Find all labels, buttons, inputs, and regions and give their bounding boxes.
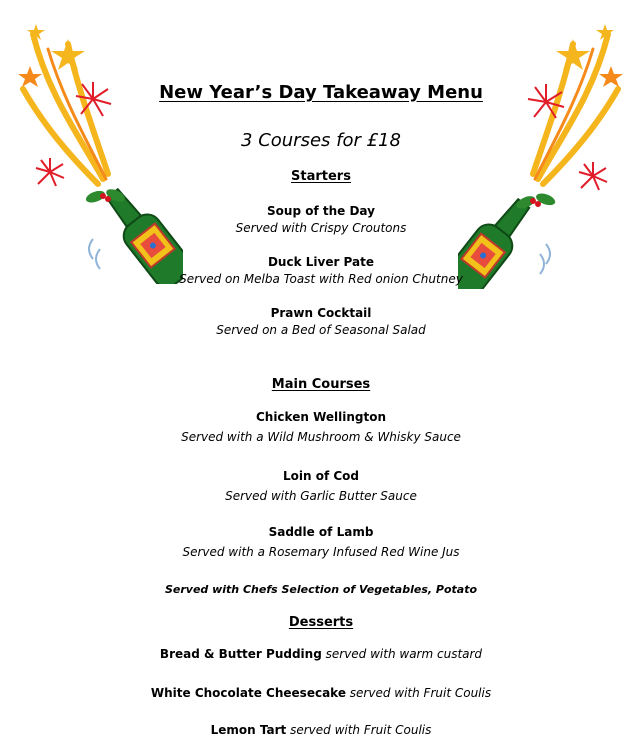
main-3-desc: Served with a Rosemary Infused Red Wine Jus [182,545,460,559]
main-2-desc: Served with Garlic Butter Sauce [225,489,417,503]
menu-subtitle: 3 Courses for £18 [241,130,401,151]
dessert-3 [0,723,642,737]
starter-2-name: Duck Liver Pate [267,255,375,269]
starter-1-desc: Served with Crispy Croutons [235,221,407,235]
starter-1-name: Soup of the Day [267,204,375,218]
dessert-2-name: White Chocolate Cheesecake [150,686,346,700]
main-2-name: Loin of Cod [282,469,359,483]
main-3-name: Saddle of Lamb [268,525,374,539]
mains-note: Served with Chefs Selection of Vegetables, Potato [164,583,478,596]
starter-3-desc: Served on a Bed of Seasonal Salad [216,323,426,337]
dessert-1-name: Bread & Butter Pudding [159,647,322,661]
dessert-1 [0,647,642,661]
starters-heading: Starters [291,169,351,184]
dessert-1-desc: served with warm custard [325,647,483,661]
champagne-fireworks-right-icon [458,14,633,289]
dessert-3-desc: served with Fruit Coulis [290,723,432,737]
mains-heading: Main Courses [271,377,371,392]
dessert-2 [0,686,642,700]
menu-title: New Year’s Day Takeaway Menu [159,82,483,103]
main-1-desc: Served with a Wild Mushroom & Whisky Sauce [181,430,461,444]
starter-3-name: Prawn Cocktail [270,306,372,320]
desserts-heading: Desserts [288,615,354,630]
dessert-2-desc: served with Fruit Coulis [349,686,492,700]
main-1-name: Chicken Wellington [255,410,387,424]
dessert-3-name: Lemon Tart [210,723,287,737]
starter-2-desc: Served on Melba Toast with Red onion Chutney [179,272,463,286]
